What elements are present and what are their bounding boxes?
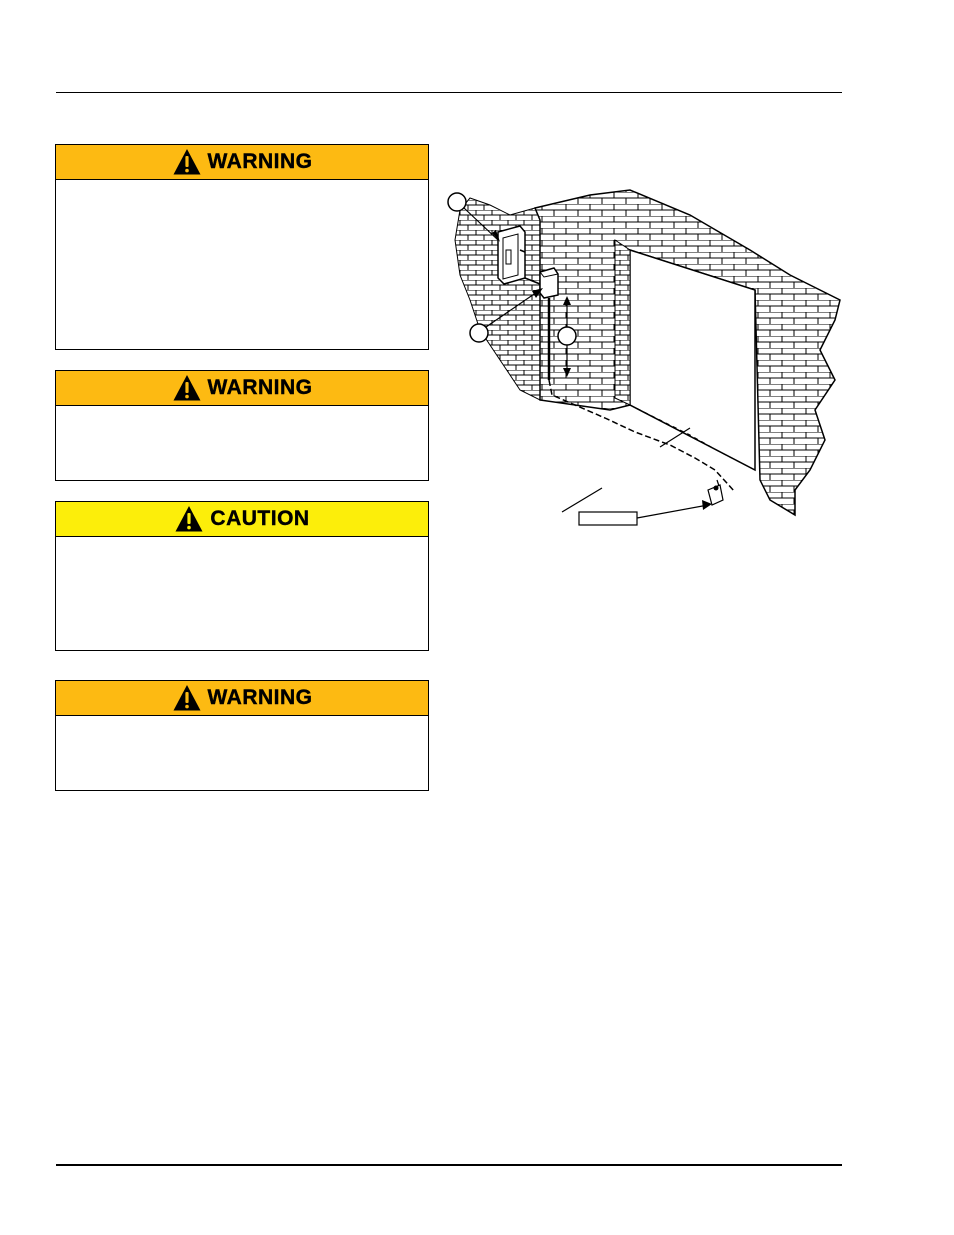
warning-header-3 xyxy=(56,681,428,716)
footer-rule xyxy=(56,1164,842,1166)
callout-circle-3 xyxy=(558,327,576,345)
warning-panel-2 xyxy=(55,370,429,481)
floor-sensor-icon xyxy=(708,480,723,505)
signal-word: CAUTION xyxy=(210,507,310,530)
callout-circle-1 xyxy=(448,193,466,211)
warning-panel-1 xyxy=(55,144,429,350)
warning-header-1 xyxy=(56,145,428,180)
warning-header-2 xyxy=(56,371,428,406)
exclamation-triangle-icon xyxy=(172,373,202,403)
control-panel-icon xyxy=(498,226,525,284)
warning-panel-3 xyxy=(55,680,429,791)
caution-panel xyxy=(55,501,429,651)
caution-header xyxy=(56,502,428,537)
exclamation-triangle-icon xyxy=(174,504,204,534)
exclamation-triangle-icon xyxy=(172,683,202,713)
label-box xyxy=(579,512,637,525)
signal-word: WARNING xyxy=(207,376,313,399)
header-rule xyxy=(56,92,842,93)
signal-word: WARNING xyxy=(207,150,313,173)
installation-illustration xyxy=(440,180,850,540)
signal-word: WARNING xyxy=(207,686,313,709)
callout-circle-2 xyxy=(470,324,488,342)
exclamation-triangle-icon xyxy=(172,147,202,177)
